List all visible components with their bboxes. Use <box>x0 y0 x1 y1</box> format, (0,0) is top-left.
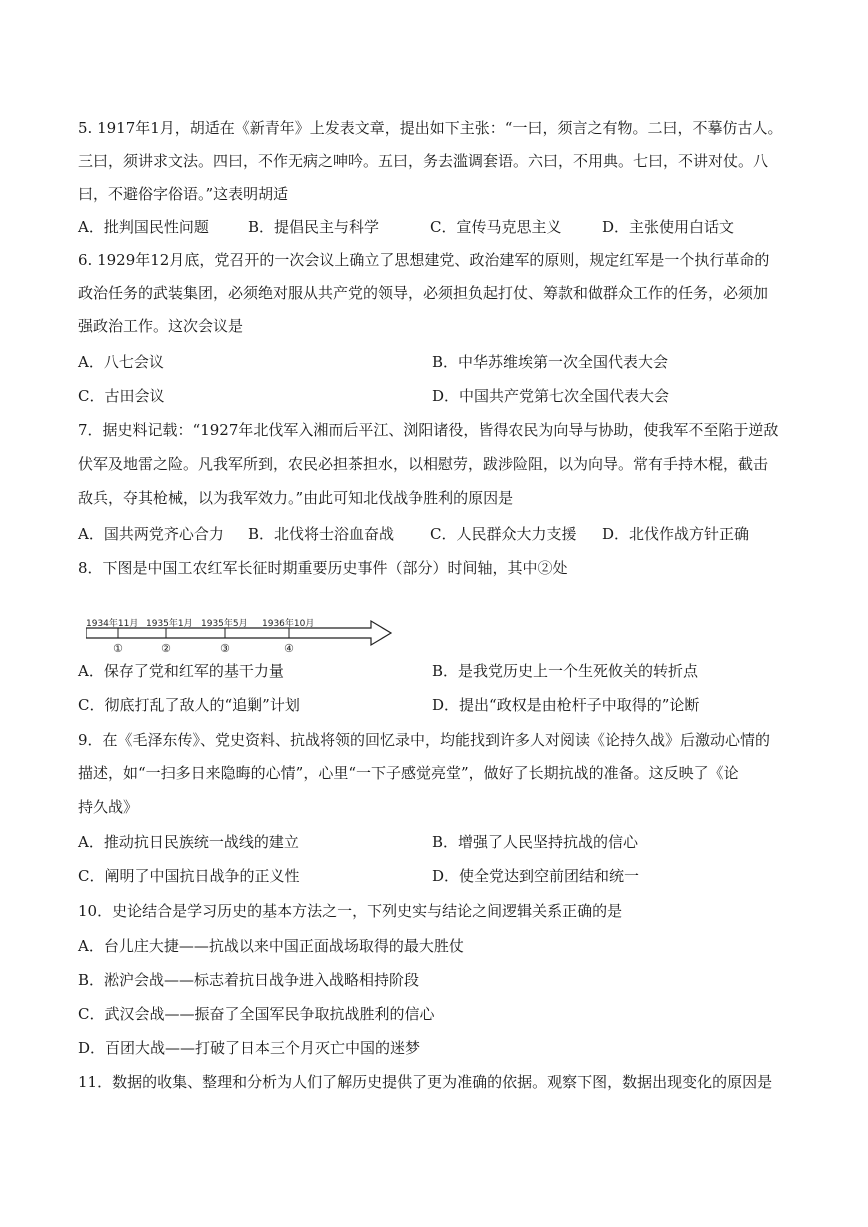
q10-option-b: B．淞沪会战——标志着抗日战争进入战略相持阶段 <box>78 971 420 989</box>
q6-option-d: D．中国共产党第七次全国代表大会 <box>432 387 670 405</box>
q7-stem-line-2: 伏军及地雷之险。凡我军所到，农民必担茶担水，以相慰劳，跋涉险阻，以为向导。常有手持木棍，截击 <box>78 455 769 473</box>
timeline-date-2: 1935年1月 <box>146 619 193 629</box>
q9-option-a: A．推动抗日民族统一战线的建立 <box>78 833 299 851</box>
q8-option-c: C．彻底打乱了敌人的“追剿”计划 <box>78 696 300 714</box>
q9-option-d: D．使全党达到空前团结和统一 <box>432 867 640 885</box>
q6-option-c: C．古田会议 <box>78 387 165 405</box>
q10-option-c: C．武汉会战——振奋了全国军民争取抗战胜利的信心 <box>78 1005 435 1023</box>
q5-stem-line-1: 5. 1917年1月，胡适在《新青年》上发表文章，提出如下主张：“一曰，须言之有物。二曰，不摹仿古人。 <box>78 119 783 137</box>
q6-option-b: B．中华苏维埃第一次全国代表大会 <box>432 353 669 371</box>
q10-stem-line-1: 10．史论结合是学习历史的基本方法之一，下列史实与结论之间逻辑关系正确的是 <box>78 902 623 920</box>
q7-option-a: A．国共两党齐心合力 <box>78 525 224 543</box>
q8-option-a: A．保存了党和红军的基干力量 <box>78 662 284 680</box>
q8-option-d: D．提出“政权是由枪杆子中取得的”论断 <box>432 696 700 714</box>
q11-stem-line-1: 11．数据的收集、整理和分析为人们了解历史提供了更为准确的依据。观察下图，数据出现变化的原因是 <box>78 1073 773 1091</box>
q5-option-c: C．宣传马克思主义 <box>430 218 562 236</box>
q8-stem-line-1: 8．下图是中国工农红军长征时期重要历史事件（部分）时间轴，其中②处 <box>78 559 568 577</box>
q5-option-a: A．批判国民性问题 <box>78 218 209 236</box>
q9-stem-line-1: 9．在《毛泽东传》、党史资料、抗战将领的回忆录中，均能找到许多人对阅读《论持久战》后激动心情的 <box>78 731 771 749</box>
q10-option-a: A．台儿庄大捷——抗战以来中国正面战场取得的最大胜仗 <box>78 937 464 955</box>
q5-option-b: B．提倡民主与科学 <box>248 218 380 236</box>
timeline-date-4: 1936年10月 <box>262 619 315 629</box>
q7-option-c: C．人民群众大力支援 <box>430 525 577 543</box>
q9-option-b: B．增强了人民坚持抗战的信心 <box>432 833 639 851</box>
q9-stem-line-3: 持久战》 <box>78 798 139 816</box>
q6-stem-line-3: 强政治工作。这次会议是 <box>78 317 244 335</box>
q9-option-c: C．阐明了中国抗日战争的正义性 <box>78 867 300 885</box>
long-march-timeline <box>86 615 396 655</box>
timeline-marker-3: ③ <box>220 642 230 655</box>
q6-option-a: A．八七会议 <box>78 353 164 371</box>
q6-stem-line-2: 政治任务的武装集团，必须绝对服从共产党的领导，必须担负起打仗、筹款和做群众工作的任务，必须加 <box>78 284 769 302</box>
timeline-marker-1: ① <box>113 642 123 655</box>
q8-option-b: B．是我党历史上一个生死攸关的转折点 <box>432 662 699 680</box>
q5-stem-line-2: 三曰，须讲求文法。四曰，不作无病之呻吟。五曰，务去滥调套语。六曰，不用典。七曰，不讲对仗。八 <box>78 152 769 170</box>
q6-stem-line-1: 6. 1929年12月底，党召开的一次会议上确立了思想建党、政治建军的原则，规定红军是一个执行革命的 <box>78 251 770 269</box>
q5-stem-line-3: 曰，不避俗字俗语。”这表明胡适 <box>78 185 289 203</box>
q7-option-b: B．北伐将士浴血奋战 <box>248 525 395 543</box>
timeline-marker-4: ④ <box>284 642 294 655</box>
q7-option-d: D．北伐作战方针正确 <box>602 525 750 543</box>
q7-stem-line-1: 7．据史料记载：“1927年北伐军入湘而后平江、浏阳诸役，皆得农民为向导与协助，使我军不至陷于逆敌 <box>78 421 779 439</box>
q7-stem-line-3: 敌兵，夺其枪械，以为我军效力。”由此可知北伐战争胜利的原因是 <box>78 489 514 507</box>
q10-option-d: D．百团大战——打破了日本三个月灭亡中国的迷梦 <box>78 1039 421 1057</box>
timeline-marker-2: ② <box>161 642 171 655</box>
timeline-date-3: 1935年5月 <box>201 619 248 629</box>
q5-option-d: D．主张使用白话文 <box>602 218 735 236</box>
q9-stem-line-2: 描述，如“一扫多日来隐晦的心情”，心里“一下子感觉亮堂”，做好了长期抗战的准备。这反映了《论 <box>78 764 739 782</box>
timeline-date-1: 1934年11月 <box>86 619 139 629</box>
timeline-figure <box>86 615 396 655</box>
